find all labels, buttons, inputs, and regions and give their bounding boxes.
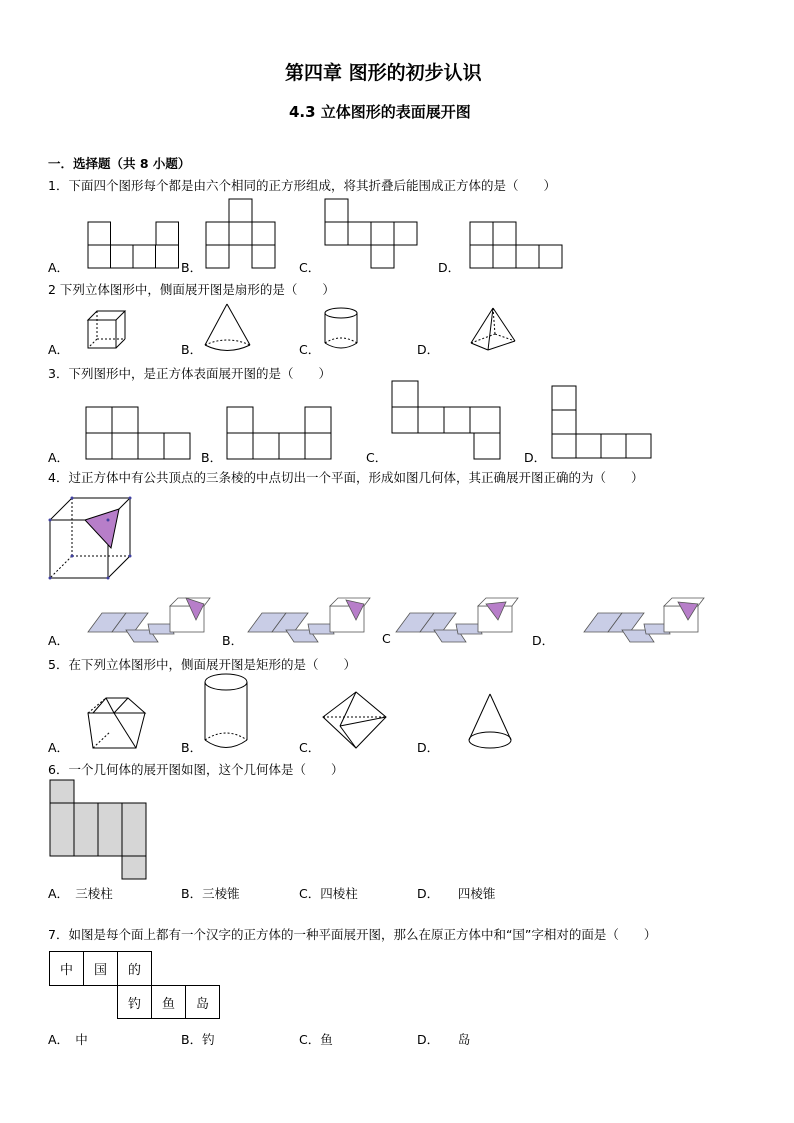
q5-option-c[interactable]: C． [299, 740, 321, 755]
question-3-stem: 3．下列图形中，是正方体表面展开图的是（ ） [48, 366, 331, 381]
q5-option-d[interactable]: D． [417, 740, 440, 755]
question-4-stem: 4．过正方体中有公共顶点的三条棱的中点切出一个平面，形成如图几何体，其正确展开图正确的为（ ） [48, 470, 644, 485]
q2-option-b[interactable]: B． [181, 342, 203, 357]
q3-option-b[interactable]: B． [201, 450, 223, 465]
net-cell-guo: 国 [83, 951, 118, 986]
q6-option-b[interactable]: B．三棱锥 [181, 886, 240, 901]
question-2-stem: 2 下列立体图形中，侧面展开图是扇形的是（ ） [48, 282, 335, 297]
q3-option-c[interactable]: C． [366, 450, 388, 465]
section-title: 4.3 立体图形的表面展开图 [289, 103, 471, 121]
question-1-stem: 1．下面四个图形每个都是由六个相同的正方形组成，将其折叠后能围成正方体的是（ ） [48, 178, 556, 193]
question-7-stem: 7．如图是每个面上都有一个汉字的正方体的一种平面展开图，那么在原正方体中和“国”字相对的面是（ ） [48, 927, 657, 942]
q5-option-b[interactable]: B． [181, 740, 203, 755]
q1-option-b[interactable]: B． [181, 260, 203, 275]
q2-option-a[interactable]: A． [48, 342, 70, 357]
q1-option-a[interactable]: A． [48, 260, 70, 275]
q2-option-d[interactable]: D． [417, 342, 440, 357]
q6-option-d[interactable]: D． 四棱锥 [417, 886, 496, 901]
question-6-stem: 6．一个几何体的展开图如图，这个几何体是（ ） [48, 762, 344, 777]
q7-option-c[interactable]: C．鱼 [299, 1032, 333, 1047]
section-heading: 一．选择题（共 8 小题） [48, 156, 191, 171]
q7-option-d[interactable]: D． 岛 [417, 1032, 471, 1047]
q4-option-b[interactable]: B． [222, 633, 244, 648]
q7-option-b[interactable]: B．钓 [181, 1032, 215, 1047]
q7-option-a[interactable]: A． 中 [48, 1032, 88, 1047]
net-cell-dao: 岛 [185, 985, 220, 1019]
q2-option-c[interactable]: C． [299, 342, 321, 357]
q6-option-c[interactable]: C．四棱柱 [299, 886, 358, 901]
question-5-stem: 5．在下列立体图形中，侧面展开图是矩形的是（ ） [48, 657, 356, 672]
q3-option-d[interactable]: D． [524, 450, 547, 465]
q4-option-a[interactable]: A． [48, 633, 70, 648]
chapter-title: 第四章 图形的初步认识 [285, 62, 482, 84]
q4-option-d[interactable]: D． [532, 633, 555, 648]
q1-option-d[interactable]: D． [438, 260, 461, 275]
q6-option-a[interactable]: A． 三棱柱 [48, 886, 113, 901]
net-cell-diao: 钓 [117, 985, 152, 1019]
q3-option-a[interactable]: A． [48, 450, 70, 465]
net-cell-zhong: 中 [49, 951, 84, 986]
q1-option-c[interactable]: C． [299, 260, 321, 275]
net-cell-de: 的 [117, 951, 152, 986]
net-cell-yu: 鱼 [151, 985, 186, 1019]
q4-option-c[interactable]: C [382, 631, 391, 646]
q5-option-a[interactable]: A． [48, 740, 70, 755]
